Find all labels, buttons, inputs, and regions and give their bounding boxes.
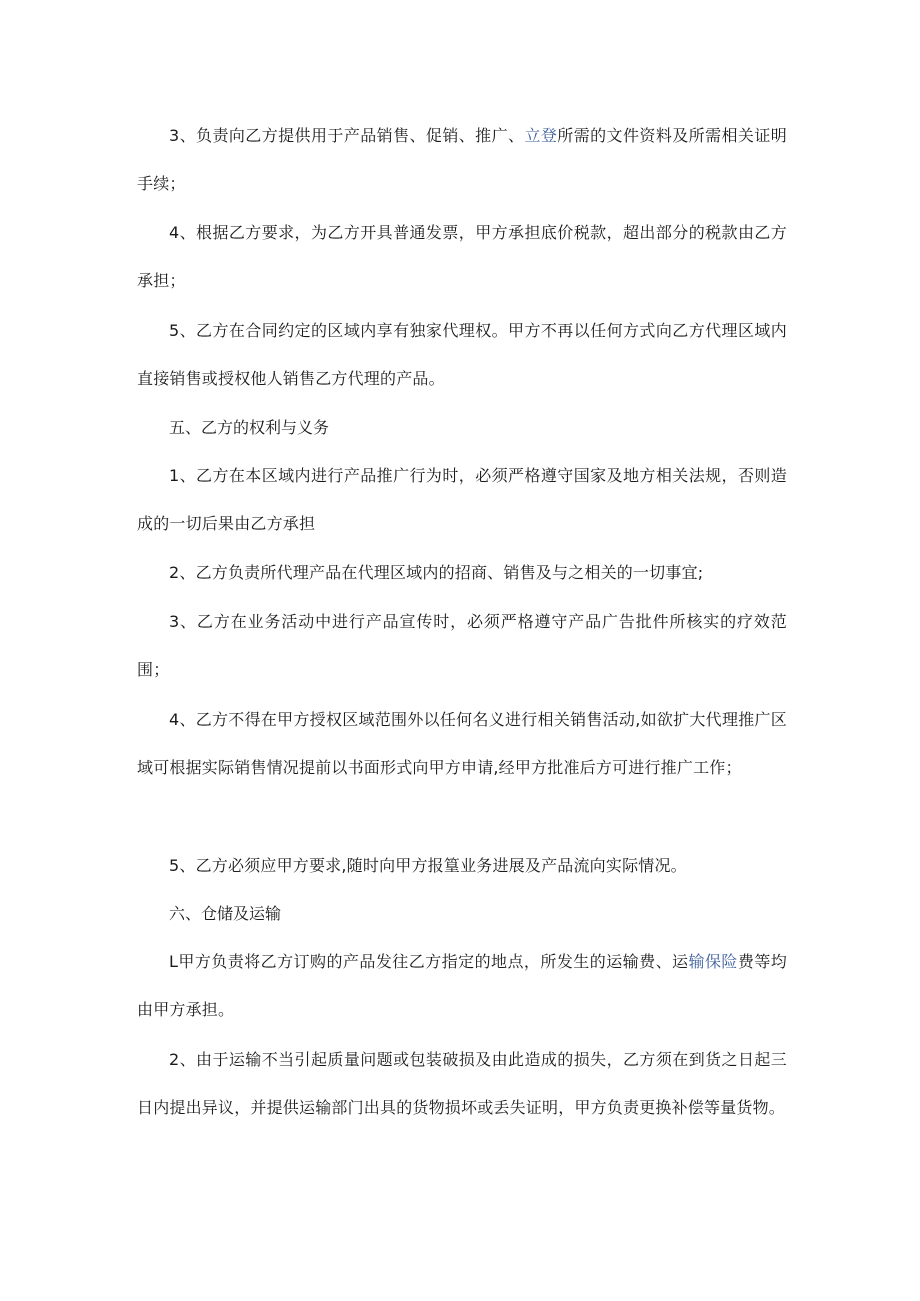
- section-5-clause-1: 1、乙方在本区域内进行产品推广行为时，必须严格遵守国家及地方相关法规，否则造成的一切后果由乙方承担: [137, 466, 787, 533]
- section-5-clause-4: 4、乙方不得在甲方授权区域范围外以任何名义进行相关销售活动,如欲扩大代理推广区域可根据实际销售情况提前以书面形式向甲方申请,经甲方批准后方可进行推广工作；: [137, 710, 787, 777]
- clause-4-invoice: 4、根据乙方要求，为乙方开具普通发票，甲方承担底价税款，超出部分的税款由乙方承担；: [137, 223, 787, 290]
- section-6-clause-1-text-b: 费等均由甲方承担。: [137, 952, 787, 1019]
- clause-3-supplier: [137, 112, 787, 208]
- section-6-clause-2: 2、由于运输不当引起质量问题或包装破损及由此造成的损失，乙方须在到货之日起三日内提出异议，并提供运输部门出具的货物损坏或丢失证明，甲方负责更换补偿等量货物。: [137, 1050, 787, 1117]
- clause-3-text-a: 3、负责向乙方提供用于产品销售、促销、推广、: [169, 126, 525, 145]
- section-6-clause-1: [137, 938, 787, 1034]
- section-5-clause-5: 5、乙方必须应甲方要求,随时向甲方报篁业务进展及产品流向实际情况。: [169, 856, 687, 875]
- section-6-heading: 六、仓储及运输: [169, 904, 282, 923]
- section-6-clause-1-link[interactable]: 输保险: [688, 952, 738, 971]
- clause-5-exclusive: 5、乙方在合同约定的区域内享有独家代理权。甲方不再以任何方式向乙方代理区域内直接销售或授权他人销售乙方代理的产品。: [137, 321, 787, 388]
- section-5-clause-2: 2、乙方负责所代理产品在代理区域内的招商、销售及与之相关的一切事宜;: [169, 563, 704, 582]
- section-5-heading: 五、乙方的权利与义务: [169, 418, 330, 437]
- section-5-clause-3: 3、乙方在业务活动中进行产品宣传时，必须严格遵守产品广告批件所核实的疗效范围；: [137, 612, 787, 679]
- section-6-clause-1-text-a: L甲方负责将乙方订购的产品发往乙方指定的地点，所发生的运输费、运: [169, 952, 689, 971]
- clause-3-link[interactable]: 立登: [524, 126, 558, 145]
- clause-3-text-b: 所需的文件资料及所需相关证明手续；: [137, 126, 787, 193]
